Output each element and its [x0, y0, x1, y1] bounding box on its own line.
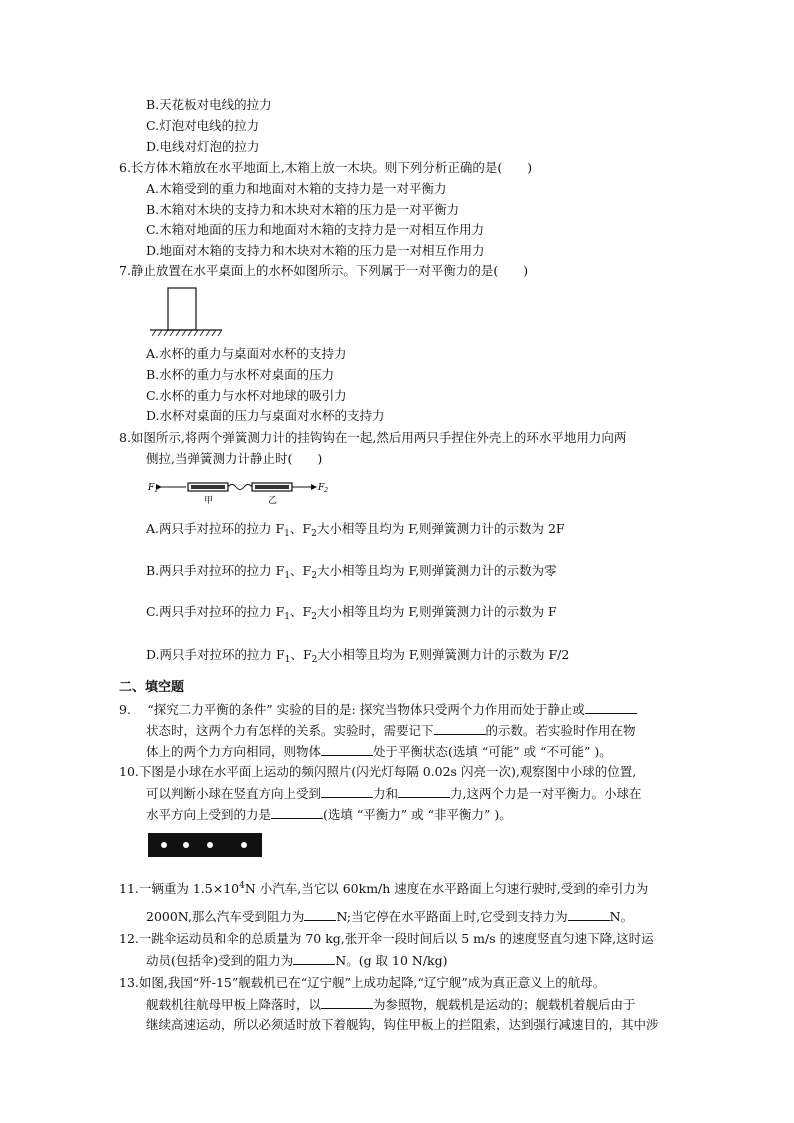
q13-blank-1: [321, 995, 373, 1009]
q10-line3: 水平方向上受到的力是 (选填 “平衡力” 或 “非平衡力” )。: [146, 807, 512, 822]
q9-blank-1: [585, 700, 637, 714]
q11-blank-2: [568, 907, 610, 921]
q13-line2: 舰载机往航母甲板上降落时，以 为参照物，舰载机是运动的；舰载机着舰后由于: [146, 997, 636, 1012]
q5-option-c: C.灯泡对电线的拉力: [146, 118, 260, 133]
q10-blank-3: [271, 805, 323, 819]
scale-jia-inner: [191, 485, 225, 489]
q8-option-c: C.两只手对拉环的拉力 $F_1$、$F_2$大小相等且均为 F,则弹簧测力计的示数为 F: [146, 604, 557, 622]
q12-line2: 动员(包括伞)受到的阻力为 N。(g 取 10 N/kg): [146, 953, 448, 968]
q9-blank-2: [434, 721, 486, 735]
hooks-joined: [228, 485, 252, 490]
f2-label: $F_2$: [318, 483, 329, 494]
q8-option-d: D.两只手对拉环的拉力 $F_1$、$F_2$大小相等且均为 F,则弹簧测力计的示数为 F/2: [146, 647, 570, 665]
q5-option-b: B.天花板对电线的拉力: [146, 97, 272, 112]
q6-option-c: C.木箱对地面的压力和地面对木箱的支持力是一对相互作用力: [146, 222, 485, 237]
ball-position-1: [161, 842, 167, 848]
scale-yi-inner: [255, 485, 289, 489]
q13-line3: 继续高速运动，所以必须适时放下着舰钩，钩住甲板上的拦阻索，达到强行减速目的，其中涉: [146, 1017, 659, 1032]
q8-stem-line2: 侧拉,当弹簧测力计静止时( ): [146, 451, 323, 466]
ball-position-3: [207, 842, 213, 848]
cup-on-table-figure: [146, 284, 226, 340]
q11-line2: 2000N,那么汽车受到阻力为 N;当它停在水平路面上时,它受到支持力为 N。: [146, 909, 634, 924]
q10-blank-1: [321, 784, 373, 798]
q7-stem: 7.静止放置在水平桌面上的水杯如图所示。下列属于一对平衡力的是( ): [119, 263, 529, 278]
q5-option-d: D.电线对灯泡的拉力: [146, 139, 260, 154]
section-fill-in-title: 二、填空题: [119, 680, 185, 695]
ball-position-4: [241, 842, 247, 848]
cup-outline: [168, 288, 196, 330]
q11-line1: 11.一辆重为 $1.5\times 10^4N$ 小汽车,当它以 60km/h 速度在水平路面上匀速行驶时,受到的牵引力为: [119, 881, 649, 896]
q9-line2: 状态时，这两个力有怎样的关系。实验时，需要记下 的示数。若实验时作用在物: [146, 723, 636, 738]
q9-blank-3: [321, 742, 373, 756]
q9-line1: 9. “探究二力平衡的条件” 实验的目的是: 探究当物体只受两个力作用而处于静止或: [119, 700, 637, 719]
q7-option-c: C.水杯的重力与水杯对地球的吸引力: [146, 388, 347, 403]
q11-blank-1: [304, 907, 336, 921]
ball-position-2: [183, 842, 189, 848]
q6-option-b: B.木箱对木块的支持力和木块对木箱的压力是一对平衡力: [146, 202, 460, 217]
q6-stem: 6.长方体木箱放在水平地面上,木箱上放一木块。则下列分析正确的是( ): [119, 160, 533, 175]
q10-line2: 可以判断小球在竖直方向上受到 力和 力,这两个力是一对平衡力。小球在: [146, 786, 642, 801]
spring-scale-figure: [146, 474, 336, 506]
q7-option-b: B.水杯的重力与水杯对桌面的压力: [146, 367, 335, 382]
q7-option-d: D.水杯对桌面的压力与桌面对水杯的支持力: [146, 408, 385, 423]
q8-stem-line1: 8.如图所示,将两个弹簧测力计的挂钩钩在一起,然后用两只手捏住外壳上的环水平地用力向两: [119, 430, 627, 445]
q9-line3: 体上的两个力方向相同，则物体 处于平衡状态(选填 “可能” 或 “不可能” )。: [146, 744, 612, 759]
q12-line1: 12.一跳伞运动员和伞的总质量为 70 kg,张开伞一段时间后以 5 m/s 的速度竖直匀速下降,这时运: [119, 931, 654, 946]
strobe-photo-figure: [148, 833, 262, 857]
label-jia: 甲: [204, 496, 214, 506]
q13-line1: 13.如图,我国“歼-15”舰载机已在“辽宁舰”上成功起降,“辽宁舰”成为真正意义上的航母。: [119, 975, 606, 990]
q6-option-a: A.木箱受到的重力和地面对木箱的支持力是一对平衡力: [146, 181, 447, 196]
q10-blank-2: [398, 784, 450, 798]
label-yi: 乙: [268, 496, 278, 506]
q6-option-d: D.地面对木箱的支持力和木块对木箱的压力是一对相互作用力: [146, 243, 485, 258]
f1-label: $F_1$: [148, 483, 159, 494]
q8-option-a: A.两只手对拉环的拉力 $F_1$、$F_2$大小相等且均为 F,则弹簧测力计的示数为 2F: [146, 521, 565, 539]
q7-option-a: A.水杯的重力与桌面对水杯的支持力: [146, 346, 347, 361]
q12-blank-1: [293, 951, 335, 965]
q10-line1: 10.下图是小球在水平面上运动的频闪照片(闪光灯每隔 0.02s 闪亮一次),观察图中小球的位置,: [119, 764, 637, 779]
table-hatching: [152, 330, 222, 336]
q8-option-b: B.两只手对拉环的拉力 $F_1$、$F_2$大小相等且均为 F,则弹簧测力计的示数为零: [146, 563, 557, 581]
